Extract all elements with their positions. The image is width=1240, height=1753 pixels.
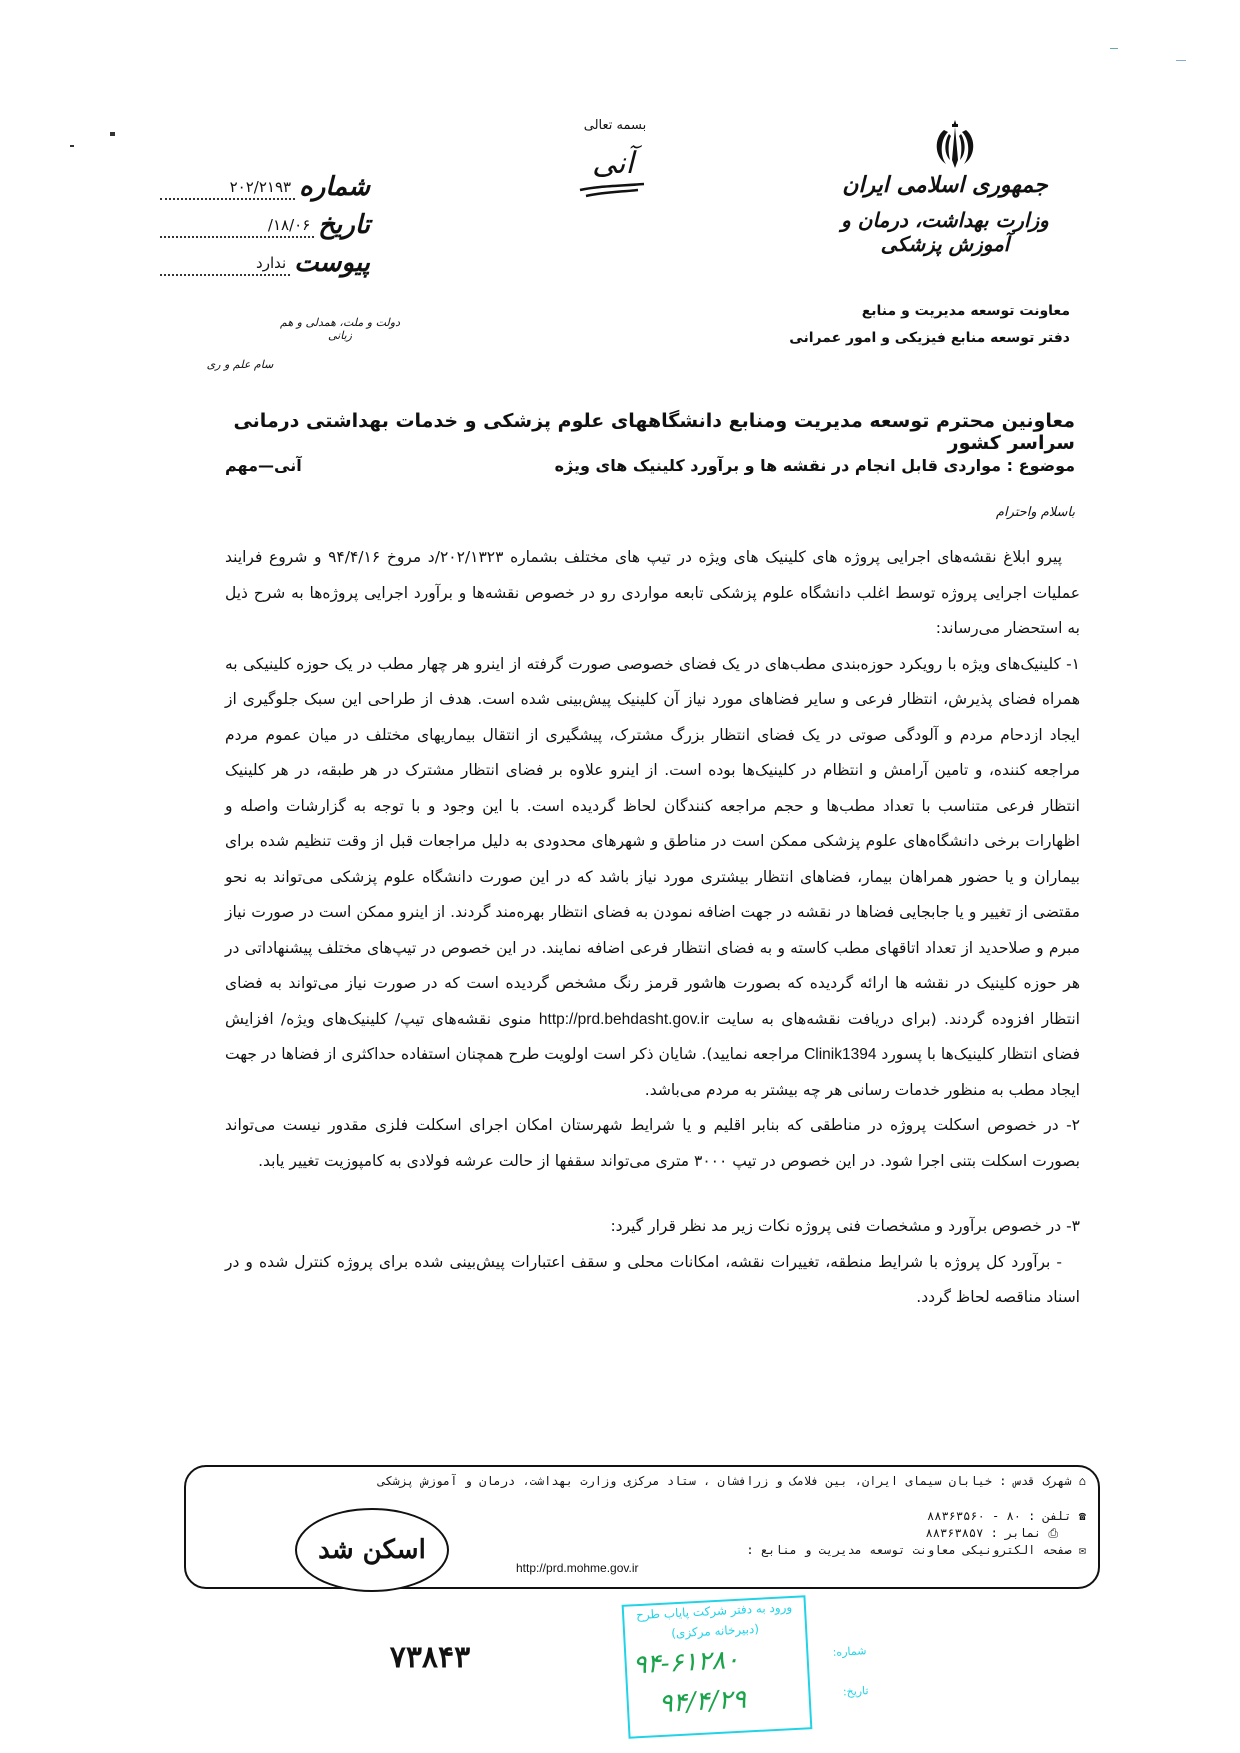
phone-label: تلفن : [1028, 1509, 1072, 1523]
body-item-2: ۲- در خصوص اسکلت پروژه در مناطقی که بنابر اقلیم و یا شرایط شهرستان امکان اجرای اسکلت فلزی مقدور نیست می‌تواند بصورت اسکلت بتنی اجرا شود. در این خصوص در تیپ ۳۰۰۰ متری می‌تواند سقفها از حالت عرشه فولادی به کامپوزیت تغییر یابد. [225, 1116, 1080, 1170]
handwritten-note: سام علم و ری [206, 358, 274, 371]
footer-web [746, 1543, 1086, 1557]
registry-title: ورود به دفتر شرکت پایاب طرح [635, 1599, 793, 1623]
urgent-handwritten-mark [578, 140, 648, 202]
urgency-initials-text: آنی [592, 146, 634, 181]
salutation: باسلام واحترام [995, 505, 1075, 520]
registry-number: ۹۴-۶۱۲۸۰ [632, 1644, 740, 1681]
scan-speck [1176, 60, 1186, 61]
office-name: دفتر توسعه منابع فیزیکی و امور عمرانی [789, 330, 1070, 346]
registry-date: ۹۴/۴/۲۹ [658, 1684, 747, 1720]
date-value: ۱۸/۰۶/ [160, 216, 314, 238]
footer-address [198, 1473, 1086, 1489]
handwritten-slogan: دولت و ملت، همدلی و هم زبانی [280, 316, 400, 342]
subject-text: مواردی قابل انجام در نقشه ها و برآورد کلینیک های ویژه [554, 456, 1002, 475]
date-label: تاریخ [318, 210, 370, 240]
deputy-name: معاونت توسعه مدیریت و منابع [861, 303, 1070, 319]
web-label: صفحه الکترونیکی معاونت توسعه مدیریت و منابع : [746, 1543, 1072, 1557]
archive-number: ۷۳۸۴۳ [389, 1640, 471, 1675]
footer-phone [927, 1509, 1086, 1523]
fax-icon: ⎙ [1048, 1526, 1058, 1540]
envelope-icon: ✉ [1078, 1543, 1086, 1557]
registry-sub: (دبیرخانه مرکزی) [670, 1621, 760, 1641]
letter-date-row [160, 210, 370, 238]
scan-speck [70, 145, 74, 147]
number-label: شماره [299, 172, 370, 202]
attachment-value: ندارد [160, 254, 290, 276]
footer-url-link[interactable]: http://prd.mohme.gov.ir [516, 1561, 639, 1575]
body-item-3: ۳- در خصوص برآورد و مشخصات فنی پروژه نکات زیر مد نظر قرار گیرد: [610, 1217, 1080, 1235]
priority-badge: آنی—مهم [225, 456, 302, 475]
registry-date-label: تاریخ: [842, 1684, 869, 1699]
body-item-1 [225, 647, 1080, 1109]
ministry-title: وزارت بهداشت، درمان و آموزش پزشکی [841, 208, 1049, 256]
subject [555, 456, 1075, 475]
republic-title: جمهوری اسلامی ایران [842, 172, 1048, 198]
scan-speck [1110, 48, 1118, 49]
body-intro: پیرو ابلاغ نقشه‌های اجرایی پروژه های کلینیک های ویژه در تیپ های مختلف بشماره ۲۰۲/۱۳۲۳/د مروخ ۹۴/۴/۱۶ و شروع فرایند عملیات اجرایی پروژه توسط اغلب دانشگاه علوم پزشکی تابعه مواردی رو در خصوص نقشه‌ها و برآورد اجرایی پروژه‌ها به شرح ذیل به استحضار می‌رساند: [225, 548, 1080, 637]
scan-speck [110, 132, 115, 136]
fax-label: نمابر : [990, 1526, 1042, 1540]
attachment-row [160, 248, 370, 276]
scanned-stamp: اسکن شد [295, 1508, 449, 1592]
item1-text-a: ۱- کلینیک‌های ویژه با رویکرد حوزه‌بندی مطب‌های در یک فضای خصوصی صورت گرفته از اینرو هر چهار مطب در یک حوزه کلینیکی به همراه فضای پذیرش، انتظار فرعی و سایر فضاهای مورد نیاز آن کلینیک پیش‌بینی شده است. هدف از طراحی این سبک جلوگیری از ایجاد ازدحام مردم و آلودگی صوتی در یک فضای انتظار بزرگ مشترک، پیشگیری از انتقال بیماریهای مختلف در میان عموم مردم مراجعه کننده، و تامین آرامش و انتظام در کلینیک‌ها بوده است. از اینرو علاوه بر فضای انتظار مشترک در هر طبقه، در هر کلینیک انتظار فرعی متناسب با تعداد مطب‌ها و حجم مراجعه کنندگان لحاظ گردیده است. با این وجود و با توجه به گزارشات واصله و اظهارات برخی دانشگاه‌های علوم پزشکی ممکن است در مناطق و شهرهای محدودی به دلیل مراجعات قبل از وقت تنظیم شده برای بیماران و یا حضور همراهان بیمار، فضاهای انتظار بیشتری مورد نیاز باشد که در این صورت دانشگاه علوم پزشکی می‌تواند به نحو مقتضی از تغییر و یا جابجایی فضاها در نقشه در جهت اضافه نمودن به فضای انتظار بهره‌مند گردند. از اینرو ممکن است در صورت نیاز مبرم و صلاحدید از تعداد اتاقهای مطب کاسته و به فضای انتظار فرعی اضافه نمایند. در این خصوص در تیپ‌های مختلف پیشنهاداتی در هر حوزه کلینیک در نقشه ها ارائه گردیده که بصورت هاشور قرمز رنگ مشخص گردیده است که در صورت نیاز می‌تواند به فضای انتظار افزوده گردند. (برای دریافت نقشه‌های به سایت [225, 654, 1080, 1028]
phone-icon: ☎ [1078, 1509, 1086, 1523]
subject-row [225, 456, 1075, 475]
subject-label: موضوع : [1006, 456, 1075, 475]
location-icon: ⌂ [1078, 1474, 1086, 1488]
number-value: ۲۰۲/۲۱۹۳ [160, 178, 295, 200]
iran-emblem-icon [930, 118, 980, 170]
footer-fax [926, 1526, 1058, 1541]
item1-text-c: مراجعه نمایید). شایان ذکر است اولویت طرح همچنان استفاده حداکثری از فضاها در جهت ایجاد مطب به منظور خدمات رسانی هر چه بیشتر به مردم می‌باشد. [225, 1045, 1080, 1099]
registry-number-label: شماره: [832, 1644, 867, 1659]
letter-body [225, 540, 1080, 1316]
body-item-3-bullet: - برآورد کل پروژه با شرایط منطقه، تغییرات نقشه، امکانات محلی و سقف اعتبارات پیش‌بینی شده برای پروژه کنترل شده و در اسناد مناقصه لحاظ گردد. [225, 1252, 1080, 1306]
basmala: بسمه تعالی [583, 118, 647, 133]
recipient: معاونین محترم توسعه مدیریت ومنابع دانشگاههای علوم پزشکی و خدمات بهداشتی درمانی سراسر کشور [233, 410, 1075, 454]
letter-number-row [160, 172, 370, 200]
phone-value: ۸۰ - ۸۸۳۶۳۵۶۰ [927, 1509, 1021, 1523]
fax-value: ۸۸۳۶۳۸۵۷ [925, 1526, 984, 1540]
attachment-label: پیوست [294, 248, 370, 278]
registry-stamp [622, 1595, 869, 1738]
password-text: Clinik1394 [804, 1046, 877, 1063]
item1-text-b: منوی نقشه‌های تیپ/ کلینیک‌های ویژه/ افزایش فضای انتظار کلینیک‌ها با پسورد [225, 1009, 1080, 1063]
behdasht-url-link[interactable]: http://prd.behdasht.gov.ir [538, 1010, 710, 1028]
address-text: شهرک قدس : خیابان سیمای ایران، بین فلامک و زرافشان ، ستاد مرکزی وزارت بهداشت، درمان و آموزش پزشکی [377, 1474, 1072, 1488]
